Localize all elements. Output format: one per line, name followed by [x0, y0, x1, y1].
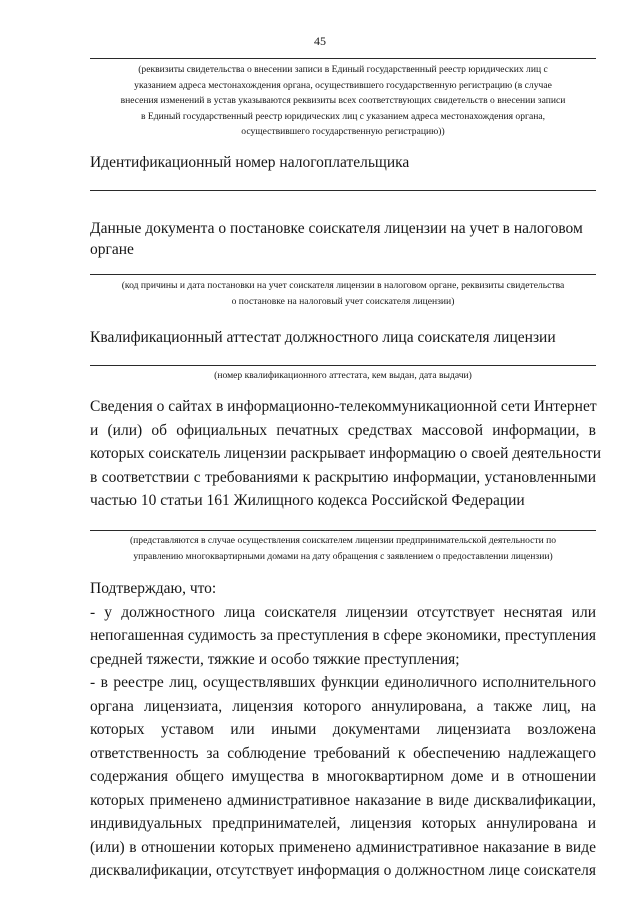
tax-document-caption [82, 278, 604, 309]
confirmation-item-1-line: - у должностного лица соискателя лицензии отсутствует неснятая или [90, 603, 596, 621]
confirmation-item-2-line: ответственность за соблюдение требований к обеспечению надлежащего [90, 744, 596, 762]
confirmation-intro: Подтверждаю, что: [90, 580, 217, 597]
sites-line: которых соискатель лицензии раскрывает информацию о своей деятельности [90, 445, 602, 462]
sites-paragraph [90, 395, 602, 513]
registration-caption-line: осуществившего государственную регистрацию)) [241, 126, 445, 137]
sites-fill-line [90, 530, 596, 531]
confirmation-item-2-line: органа лицензиата, лицензия которого аннулирована, а также лиц, на [90, 697, 596, 715]
sites-line: в соответствии с требованиями к раскрытию информации, установленными [90, 468, 596, 486]
confirmation-item-2-line: дисквалификации, отсутствует информация о должностном лице соискателя [90, 862, 596, 879]
tax-document-heading [90, 218, 596, 260]
registration-caption-line: внесения изменений в устав указываются реквизиты всех соответствующих свидетельств о внесении записи [120, 95, 566, 106]
tax-document-caption-line: о постановке на налоговый учет соискателя лицензии) [231, 295, 455, 307]
registration-caption-line: (реквизиты свидетельства о внесении записи в Единый государственный реестр юридических лиц с [138, 64, 548, 75]
page-number: 45 [314, 34, 326, 48]
registration-caption-line: указанием адреса местонахождения органа, осуществившего государственную регистрацию (в случае [134, 79, 552, 91]
sites-line: и (или) об официальных печатных средствах массовой информации, в [90, 421, 596, 439]
tax-document-heading-line: Данные документа о постановке соискателя лицензии на учет в налоговом [90, 220, 583, 237]
registration-caption-line: в Единый государственный реестр юридических лиц с указанием адреса местонахождения органа, [140, 110, 546, 122]
tax-document-fill-line [90, 274, 596, 275]
inn-heading: Идентификационный номер налогоплательщика [90, 154, 410, 171]
sites-caption [82, 533, 604, 564]
confirmation-item-2-line: содержания общего имущества в многоквартирном доме и в отношении [90, 768, 596, 785]
qualification-heading: Квалификационный аттестат должностного лица соискателя лицензии [90, 329, 556, 346]
tax-document-caption-line: (код причины и дата постановки на учет соискателя лицензии в налоговом органе, реквизиты свидетельства [121, 280, 565, 291]
qualification-caption: (номер квалификационного аттестата, кем выдан, дата выдачи) [214, 370, 472, 381]
confirmation-item-1-line: непогашенная судимость за преступления в сфере экономики, преступления [90, 627, 596, 644]
qualification-fill-line [90, 365, 596, 366]
confirmation-item-2-line: индивидуальных предпринимателей, лицензия которых аннулирована и [90, 815, 596, 832]
confirmation-item-2-line: - в реестре лиц, осуществлявших функции единоличного исполнительного [90, 674, 596, 691]
sites-line: Сведения о сайтах в информационно-телекоммуникационной сети Интернет [90, 398, 597, 415]
inn-fill-line [90, 190, 596, 191]
confirmation-item-2-line: которых уставом или иными документами лицензиата возложена [90, 721, 596, 738]
registration-fill-line [90, 58, 596, 59]
registration-caption [82, 62, 604, 140]
sites-caption-line: (представляются в случае осуществления соискателем лицензии предпринимательской деятельности по [129, 535, 557, 546]
confirmation-block [90, 577, 596, 883]
confirmation-item-2-line: (или) в отношении которых применено административное наказание в виде [90, 838, 596, 856]
confirmation-item-1-line: средней тяжести, тяжкие и особо тяжкие преступления; [90, 650, 460, 668]
tax-document-heading-line: органе [90, 241, 134, 258]
sites-caption-line: управлению многоквартирными домами на дату обращения с заявлением о предоставлении лицензии) [133, 550, 553, 562]
confirmation-item-2-line: которых применено административное наказание в виде дисквалификации, [90, 791, 596, 809]
sites-line: частью 10 статьи 161 Жилищного кодекса Российской Федерации [90, 492, 525, 509]
